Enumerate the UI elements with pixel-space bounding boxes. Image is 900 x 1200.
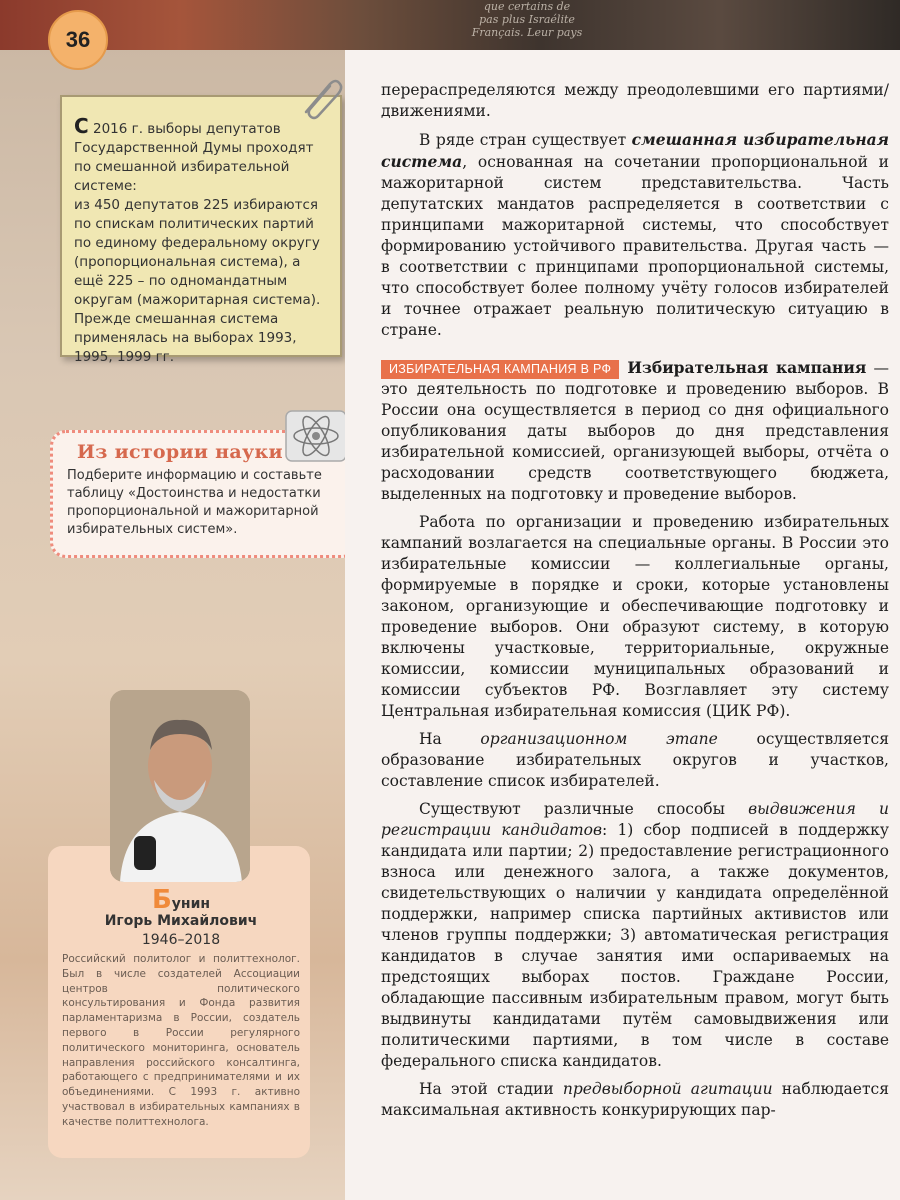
atom-icon <box>283 408 349 464</box>
history-box-text: Подберите информацию и составьте таблицу «Достоинства и недостатки пропорциональной и мажоритарной избирательных систем». <box>67 468 322 537</box>
fact-box-paragraph: Прежде смешанная система применялась на выборах 1993, 1995, 1999 гг. <box>74 311 297 365</box>
paragraph-campaigning: На этой стадии предвыборной агитации наблюдается максимальная активность конкурирующих пар- <box>381 1080 889 1119</box>
fact-box-paragraph: из 450 депутатов 225 избираются по спискам политических партий по единому федеральному округу (пропорциональная система), а ещё 225 – по одномандатным округам (мажоритарная система). <box>74 197 321 308</box>
paragraph-organizational-stage: На организационном этапе осуществляется образование избирательных округов и участков, составление список избирателей. <box>381 730 889 790</box>
paragraph-mixed-system: В ряде стран существует смешанная избирательная система, основанная на сочетании пропорциональной и мажоритарной систем представительства. Часть депутатских мандатов распределяется в соответствии с принципами мажоритарной системы, что способствует формированию устойчивого правительства. Другая часть — в соответствии с принципами пропорциональной системы, что способствует более полному учёту голосов избирателей и точнее отражает реальную политическую ситуацию в стране. <box>381 130 890 339</box>
paragraph-election-campaign: ИЗБИРАТЕЛЬНАЯ КАМПАНИЯ В РФ Избирательная кампания — это деятельность по подготовке и проведению выборов. В России она осуществляется в период со дня официального опубликования даты выборов до дня представления избирательной комиссией, организующей выборы, отчёта о расходовании средств соответствующего бюджета, выделенных на подготовку и проведение выборов. <box>381 358 889 503</box>
page-number: 36 <box>48 10 108 70</box>
bio-text: Российский политолог и политтехнолог. Был в числе создателей Ассоциации центров политического консультирования и Фонда развития парламентаризма в России, создатель первого в России регулярного политического мониторинга, основатель направления российского консалтинга, работающего с предпринимателями и их объединениями. С 1993 г. активно участвовал в избирательных кампаниях в качестве политтехнолога. <box>62 953 300 1128</box>
paperclip-icon <box>296 72 346 122</box>
term-nomination: выдвижения и регистрации кандидатов <box>381 800 889 839</box>
section-label: ИЗБИРАТЕЛЬНАЯ КАМПАНИЯ В РФ <box>381 360 619 379</box>
top-banner-photo <box>0 0 900 50</box>
history-box-title: Из истории науки <box>77 441 283 463</box>
fact-box <box>60 95 342 365</box>
portrait-figure <box>110 690 250 882</box>
bio-first-names: Игорь Михайлович <box>104 913 258 929</box>
main-text-column <box>345 50 900 1200</box>
term-election-campaign: Избирательная кампания <box>627 358 867 377</box>
bio-years: 1946–2018 <box>141 932 221 948</box>
portrait-photo <box>110 690 250 882</box>
bio-card <box>48 846 310 1158</box>
term-campaigning: предвыборной агитации <box>562 1080 773 1098</box>
main-text <box>381 80 889 1128</box>
paragraph-election-commissions: Работа по организации и проведению избирательных кампаний возлагается на специальные органы. В России это избирательные комиссии — коллегиальные органы, формируемые в порядке и сроки, которые установлены законом, организующие и обеспечивающие подготовку и проведение выборов. Они образуют систему, в которую включены участковые, территориальные, окружные комиссии, комиссии муниципальных образований и комиссии субъектов РФ. Возглавляет эту систему Центральная избирательная комиссия (ЦИК РФ). <box>381 513 889 720</box>
fact-box-intro: С 2016 г. выборы депутатов Государственной Думы проходят по смешанной избирательной системе: <box>74 114 314 194</box>
term-organizational-stage: организационном этапе <box>480 730 718 748</box>
banner-caption: que certains de pas plus Israélite Français. Leur pays <box>471 0 583 39</box>
bio-surname: Бунин <box>151 885 211 915</box>
term-mixed-system: смешанная избирательная система <box>381 130 890 171</box>
paragraph-continuation: перераспределяются между преодолевшими его партиями/движениями. <box>381 81 889 120</box>
paragraph-nomination: Существуют различные способы выдвижения и регистрации кандидатов: 1) сбор подписей в поддержку кандидата или партии; 2) предоставление регистрационного взноса или денежного залога, а также документов, свидетельствующих о наличии у кандидата определённой поддержки, например списка партийных активистов или членов группы поддержки; 3) автоматическая регистрация кандидатов в случае занятия ими оспариваемых на предстоящих выборах постов. Граждане России, обладающие пассивным избирательным правом, могут быть выдвинуты кандидатами путём самовыдвижения или политическими партиями, в том числе в составе федерального списка кандидатов. <box>381 800 889 1070</box>
